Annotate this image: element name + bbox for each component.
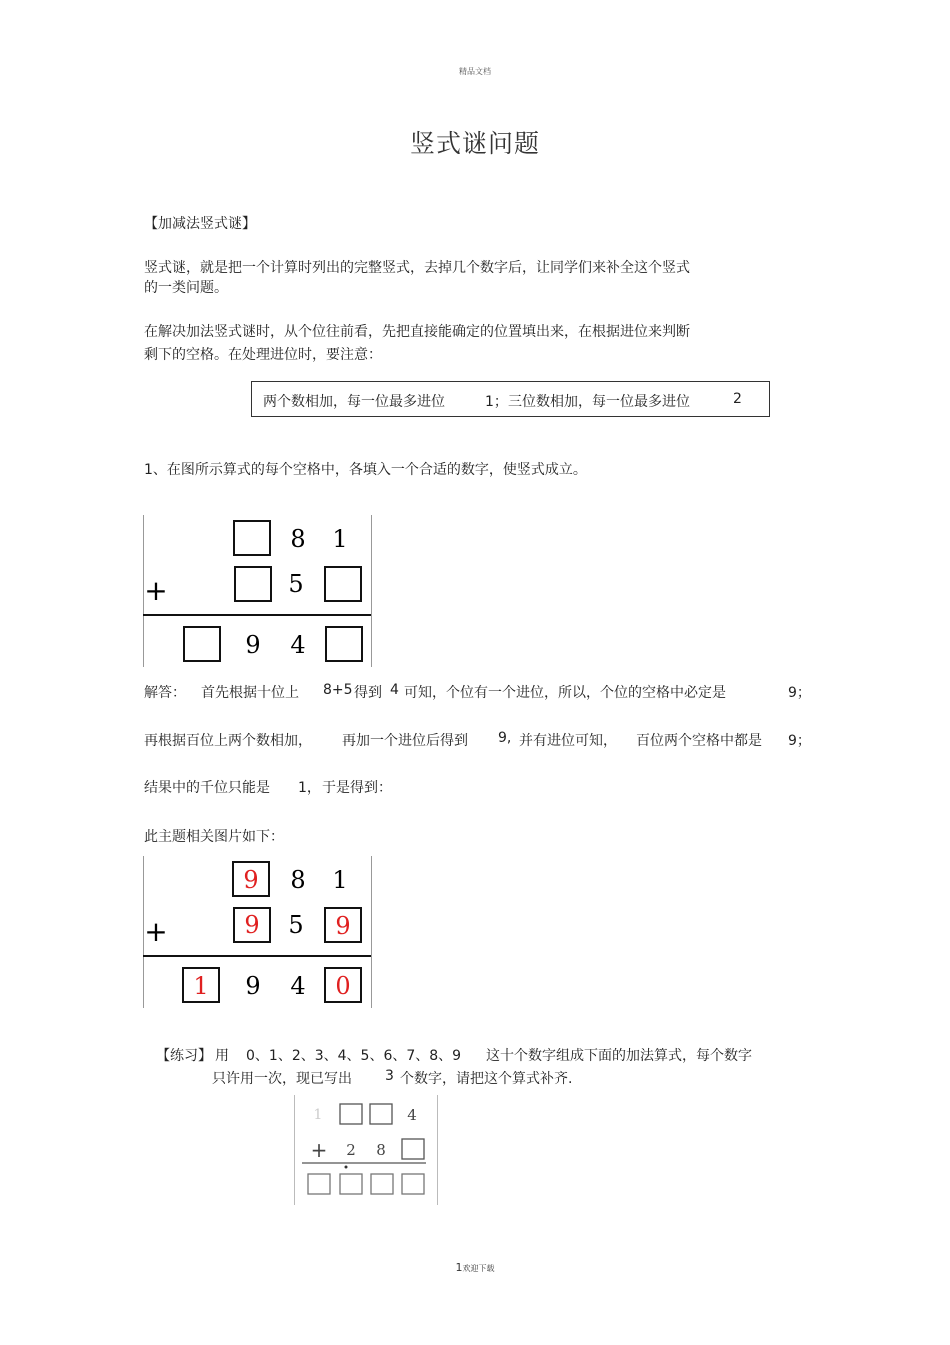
solution-a-end: 9； [788, 685, 811, 701]
plus-sign: + [144, 574, 168, 607]
digit: 4 [290, 631, 306, 659]
solution-label: 解答： [144, 685, 186, 701]
practice-line2-a: 只许用一次，现已写出 [212, 1071, 352, 1087]
solution-a-num: 4 [390, 682, 399, 698]
solution-b-num: 9, [498, 730, 512, 746]
rule-num-1: 1； [485, 394, 508, 410]
filled-digit: 0 [335, 972, 351, 1000]
blank-box[interactable] [184, 627, 220, 661]
solution-a-text: 首先根据十位上 [201, 685, 299, 701]
method-line-2: 剩下的空格。在处理进位时，要注意： [144, 347, 382, 363]
filled-digit: 9 [335, 912, 351, 940]
blank-box[interactable] [402, 1139, 424, 1159]
solution-b-text3: 并有进位可知， [519, 733, 617, 749]
practice-digits: 0、1、2、3、4、5、6、7、8、9 [246, 1048, 462, 1064]
intro-line-1: 竖式谜，就是把一个计算时列出的完整竖式，去掉几个数字后，让同学们来补全这个竖式 [144, 260, 690, 276]
solution-b-text4: 百位两个空格中都是 [636, 733, 762, 749]
blank-box[interactable] [308, 1174, 330, 1194]
solution-b-text: 再根据百位上两个数相加， [144, 733, 312, 749]
rule-part-1: 两个数相加，每一位最多进位 [263, 394, 445, 410]
digit: 4 [407, 1106, 417, 1124]
footer-text: 欢迎下载 [462, 1264, 495, 1273]
blank-box[interactable] [235, 567, 271, 601]
rule-num-2: 2 [733, 391, 742, 407]
problem-1-text: 1、在图所示算式的每个空格中，各填入一个合适的数字，使竖式成立。 [144, 462, 587, 478]
digit: 9 [245, 631, 261, 659]
digit: 1 [332, 866, 348, 894]
blank-box[interactable] [370, 1104, 392, 1124]
solution-a-expr: 8+5 [323, 682, 353, 698]
blank-box[interactable] [340, 1174, 362, 1194]
blank-box[interactable] [340, 1104, 362, 1124]
digit: 2 [346, 1141, 356, 1159]
page-header: 精品文档 [459, 67, 491, 76]
practice-label: 【练习】 [156, 1048, 212, 1064]
page-title: 竖式谜问题 [409, 129, 540, 158]
puzzle-2-solved [143, 856, 373, 1008]
rule-box [251, 381, 770, 417]
blank-box[interactable] [371, 1174, 393, 1194]
page-footer [0, 1261, 950, 1274]
solution-a-text2: 得到 [354, 685, 382, 701]
digit: 5 [288, 911, 304, 939]
blank-box[interactable] [402, 1174, 424, 1194]
practice-line2-c: 个数字，请把这个算式补齐. [400, 1071, 573, 1087]
filled-digit: 9 [243, 866, 259, 894]
digit: 4 [290, 972, 306, 1000]
practice-line1-a: 用 [215, 1048, 229, 1064]
page-number: 1 [455, 1261, 463, 1274]
digit: 9 [245, 972, 261, 1000]
digit: 8 [290, 525, 306, 553]
blank-box[interactable] [325, 567, 361, 601]
digit: 1 [332, 525, 348, 553]
image-intro: 此主题相关图片如下： [144, 829, 284, 845]
solution-c-text: 结果中的千位只能是 [144, 780, 270, 796]
solution-c-num: 1， [298, 780, 321, 796]
puzzle-3-practice [294, 1095, 439, 1205]
rule-part-2: 三位数相加，每一位最多进位 [508, 394, 690, 410]
plus-sign: + [310, 1138, 328, 1162]
solution-b-text2: 再加一个进位后得到 [342, 733, 468, 749]
svg-text:1: 1 [313, 1107, 323, 1123]
digit: 8 [376, 1141, 386, 1159]
solution-c-text2: 于是得到： [322, 780, 392, 796]
filled-digit: 9 [244, 911, 260, 939]
intro-line-2: 的一类问题。 [144, 280, 228, 296]
practice-line2-b: 3 [385, 1068, 394, 1084]
solution-b-end: 9； [788, 733, 811, 749]
method-line-1: 在解决加法竖式谜时，从个位往前看，先把直接能确定的位置填出来，在根据进位来判断 [144, 324, 690, 340]
digit: 5 [288, 570, 304, 598]
blank-box[interactable] [326, 627, 362, 661]
digit: 8 [290, 866, 306, 894]
solution-a-text3: 可知，个位有一个进位，所以，个位的空格中必定是 [404, 685, 726, 701]
plus-sign: + [144, 915, 168, 948]
puzzle-1 [143, 515, 373, 667]
practice-line1-c: 这十个数字组成下面的加法算式，每个数字 [486, 1048, 752, 1064]
blank-box[interactable] [234, 521, 270, 555]
section-heading: 【加减法竖式谜】 [144, 216, 256, 232]
filled-digit: 1 [193, 972, 209, 1000]
